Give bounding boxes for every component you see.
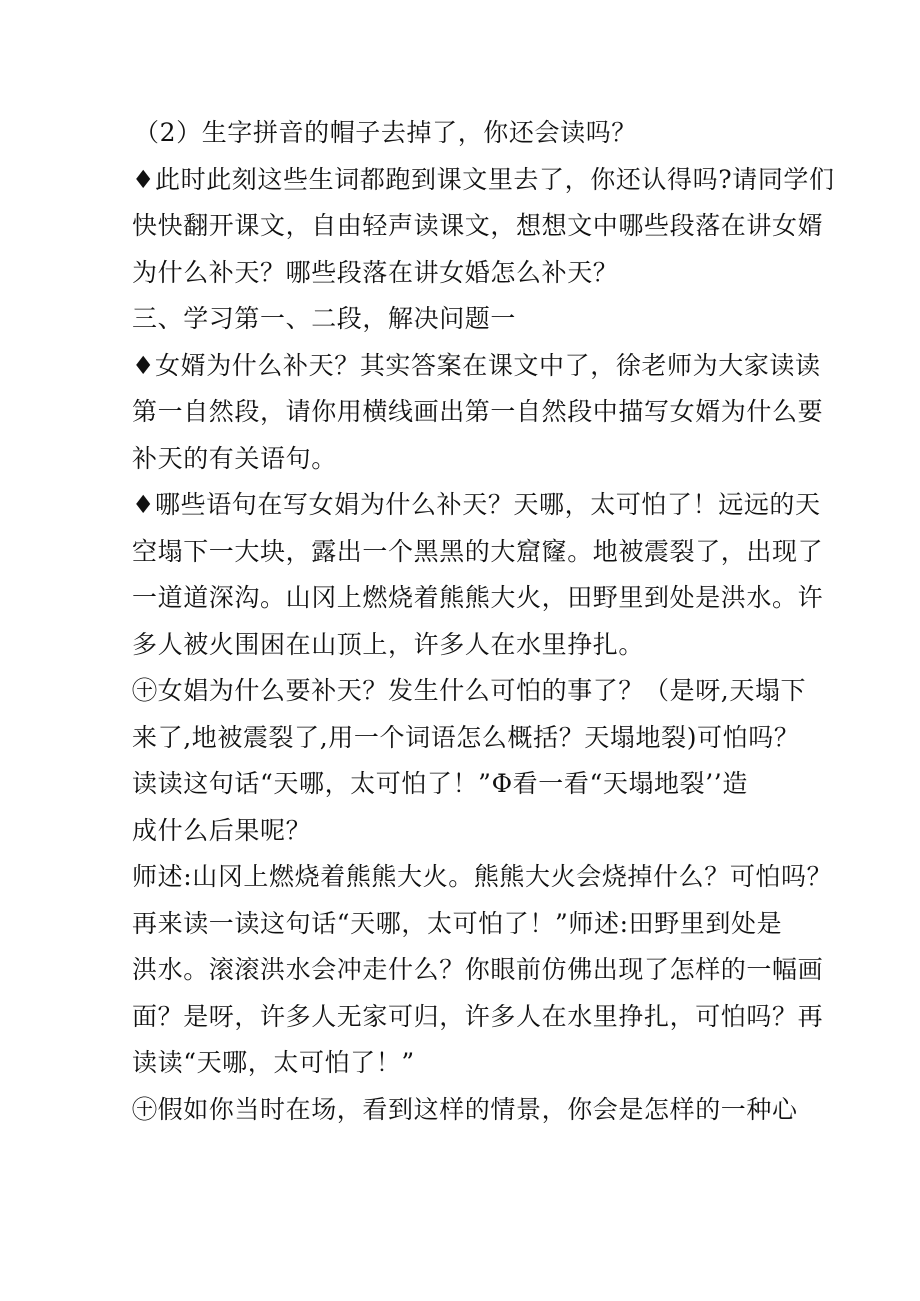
text-line: 一道道深沟。山冈上燃烧着熊熊大火，田野里到处是洪水。许 — [132, 583, 824, 612]
text-line: 面？是呀，许多人无家可归，许多人在水里挣扎，可怕吗？再 — [132, 1001, 824, 1031]
text-line: （2）生字拼音的帽子去掉了，你还会读吗？ — [134, 118, 637, 147]
text-line: 师述:山冈上燃烧着熊熊大火。熊熊大火会烧掉什么？可怕吗？ — [132, 862, 833, 891]
text-line: 第一自然段，请你用横线画出第一自然段中描写女婿为什么要 — [132, 397, 824, 426]
text-line: 洪水。滚滚洪水会冲走什么？你眼前仿佛出现了怎样的一幅画 — [132, 955, 824, 984]
body-text — [132, 110, 835, 1133]
text-line: 成什么后果呢？ — [132, 815, 312, 845]
text-line: 读读这句话“天哪，太可怕了！”Φ看一看“天塌地裂’’造 — [132, 769, 748, 798]
section-heading: 三、学习第一、二段，解决问题一 — [132, 304, 517, 333]
text-line: 多人被火围困在山顶上，许多人在水里挣扎。 — [132, 629, 645, 659]
text-line: 补天的有关语句。 — [132, 443, 337, 473]
text-line: 来了,地被震裂了,用一个词语怎么概括？天塌地裂)可怕吗？ — [132, 722, 800, 752]
text-line: 再来读一读这句话“天哪，太可怕了！”师述:田野里到处是 — [132, 908, 783, 938]
text-line: 快快翻开课文，自由轻声读课文，想想文中哪些段落在讲女婿 — [132, 211, 824, 240]
text-line: ㊉女娼为什么要补天？发生什么可怕的事了？（是呀,天塌下 — [132, 676, 807, 705]
text-line: ♦此时此刻这些生词都跑到课文里去了，你还认得吗?请同学们 — [132, 164, 835, 194]
text-line: 空塌下一大块，露出一个黑黑的大窟窿。地被震裂了，出现了 — [132, 536, 824, 566]
text-line: ♦哪些语句在写女娟为什么补天？天哪，太可怕了！远远的天 — [132, 490, 821, 519]
text-line: 读读“天哪，太可怕了！” — [132, 1048, 415, 1077]
text-line: 为什么补天？哪些段落在讲女婚怎么补天？ — [132, 257, 619, 287]
text-line: ♦女婿为什么补天？其实答案在课文中了，徐老师为大家读读 — [132, 350, 821, 380]
text-line: ㊉假如你当时在场，看到这样的情景，你会是怎样的一种心 — [132, 1094, 798, 1124]
